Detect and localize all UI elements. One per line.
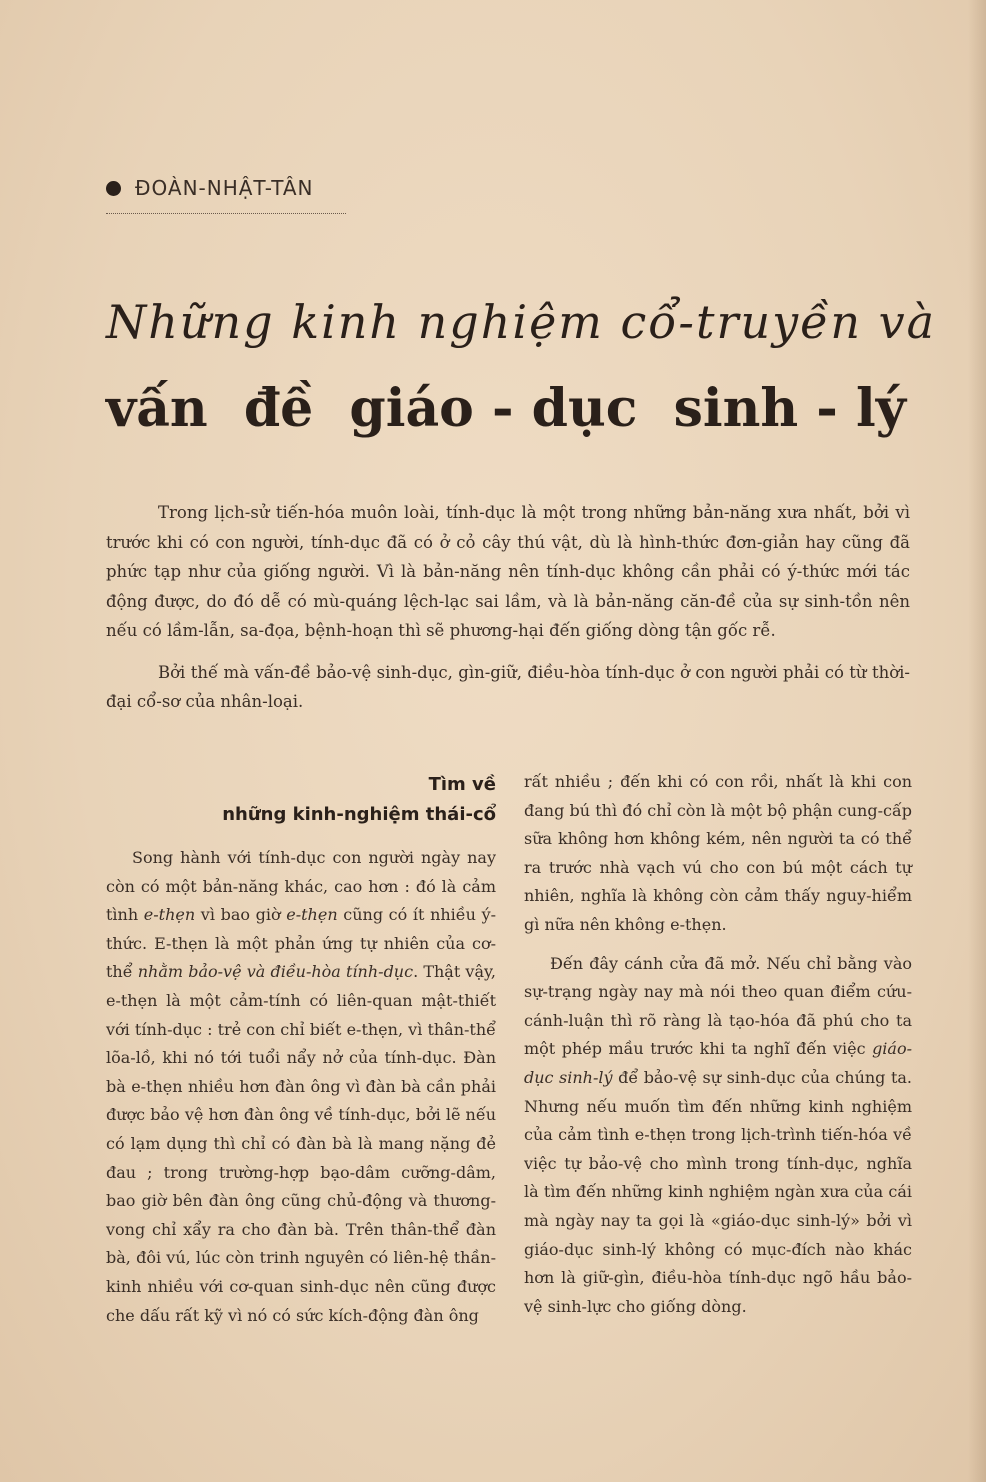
text-run: Song hành với tính-dục con người ngày nay còn có một bản-năng khác, cao hơn : đó là cảm tình (106, 848, 496, 925)
text-run: vì bao giờ (195, 905, 287, 925)
text-run: . Thật vậy, e-thẹn là một cảm-tính có liên-quan mật-thiết với tính-dục : trẻ con chỉ biết e-thẹn, vì thân-thể lõa-lồ, khi nó tới tuổi nẩy nở của tính-dục. Đàn bà e-thẹn nhiều hơn đàn ông vì đàn bà cần phải được bảo vệ hơn đàn ông về tính-dục, bởi lẽ nếu có lạm dụng thì chỉ có đàn bà là mang nặng đẻ đau ; trong trường-hợp bạo-dâm cưỡng-dâm, bao giờ bên đàn ông cũng chủ-động và thương-vong chỉ xẩy ra cho đàn bà. Trên thân-thể đàn bà, đôi vú, lúc còn trinh nguyên có liên-hệ thần-kinh nhiều với cơ-quan sinh-dục nên cũng được che dấu rất kỹ vì nó có sức kích-động đàn ông (106, 962, 497, 1325)
bullet-dot-icon (106, 181, 121, 196)
author-byline (106, 176, 314, 200)
section-heading-line: Tìm về (428, 774, 496, 795)
article-title-line-2 (106, 378, 906, 439)
text-run: để bảo-vệ sự sinh-dục của chúng ta. Nhưng nếu muốn tìm đến những kinh nghiệm của cảm tình e-thẹn trong lịch-trình tiến-hóa về việc tự bảo-vệ cho mình trong tính-dục, nghĩa là tìm đến những kinh nghiệm ngàn xưa của cái mà ngày nay ta gọi là «giáo-dục sinh-lý» bởi vì giáo-dục sinh-lý không có mục-đích nào khác hơn là giữ-gìn, điều-hòa tính-dục ngõ hầu bảo-vệ sinh-lực cho giống dòng. (524, 1067, 913, 1316)
section-heading (106, 770, 496, 830)
text-run: cũng có ít nhiều ý-thức. E-thẹn là một phản ứng tự nhiên của cơ-thể (106, 905, 497, 982)
title-word: giáo - dục (349, 378, 638, 439)
author-name: ĐOÀN-NHẬT-TÂN (135, 176, 314, 200)
section-heading-line: những kinh-nghiệm thái-cổ (222, 804, 496, 825)
title-word: đề (243, 378, 314, 439)
article-title-line-1: Những kinh nghiệm cổ-truyền và (106, 295, 937, 349)
intro-paragraph: Bởi thế mà vấn-đề bảo-vệ sinh-dục, gìn-giữ, điều-hòa tính-dục ở con người phải có từ thời-đại cổ-sơ của nhân-loại. (106, 662, 910, 711)
page-edge-shadow (968, 0, 986, 1482)
right-column (524, 768, 912, 1331)
left-column (106, 770, 496, 1340)
title-word: vấn (106, 378, 208, 439)
emphasis-text: giáo-dục sinh-lý (524, 1039, 912, 1087)
intro-paragraph: Trong lịch-sử tiến-hóa muôn loài, tính-dục là một trong những bản-năng xưa nhất, bởi vì trước khi có con người, tính-dục đã có ở cỏ cây thú vật, dù là hình-thức đơn-giản hay cũng đã phức tạp như của giống người. Vì là bản-năng nên tính-dục không cần phải có ý-thức mới tác động được, do đó dễ có mù-quáng lệch-lạc sai lầm, và là bản-năng căn-đề của sự sinh-tồn nên nếu có lầm-lẫn, sa-đọa, bệnh-hoạn thì sẽ phương-hại đến giống dòng tận gốc rễ. (106, 503, 910, 640)
emphasis-text: e-thẹn (286, 905, 338, 925)
emphasis-text: nhằm bảo-vệ và điều-hòa tính-dục (137, 962, 414, 982)
body-paragraph (106, 844, 496, 1330)
title-word: sinh - lý (673, 378, 906, 439)
byline-divider (106, 213, 346, 214)
text-run: Đến đây cánh cửa đã mở. Nếu chỉ bằng vào sự-trạng ngày nay mà nói theo quan điểm cứu-cánh-luận thì rõ ràng là tạo-hóa đã phú cho ta một phép mầu trước khi ta nghĩ đến việc (524, 953, 912, 1059)
intro-section (106, 498, 910, 729)
body-paragraph (524, 950, 912, 1322)
body-paragraph: rất nhiều ; đến khi có con rồi, nhất là khi con đang bú thì đó chỉ còn là một bộ phận cung-cấp sữa không hơn không kém, nên người ta có thể ra trước nhà vạch vú cho con bú một cách tự nhiên, nghĩa là không còn cảm thấy nguy-hiểm gì nữa nên không e-thẹn. (524, 772, 912, 934)
emphasis-text: e-thẹn (143, 905, 196, 925)
